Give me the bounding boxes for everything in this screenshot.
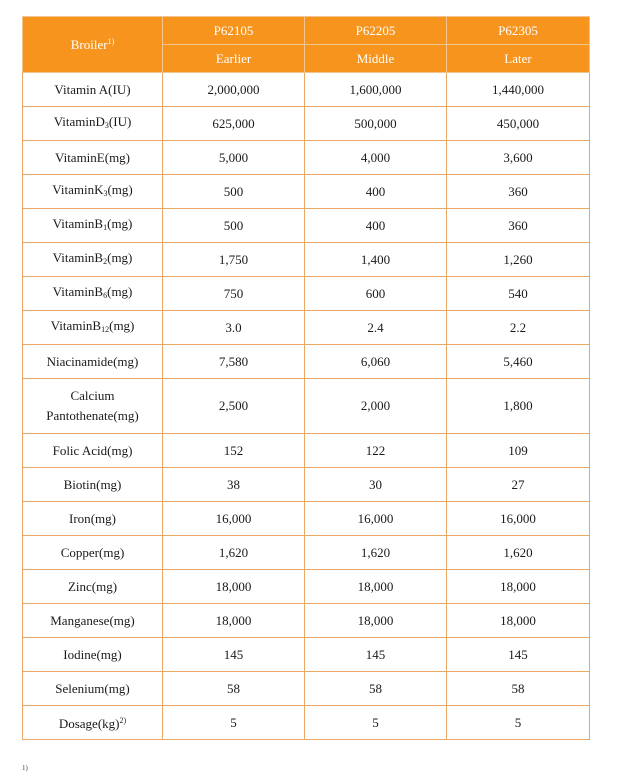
footnote-marker: 1) <box>22 764 28 772</box>
header-code-2: P62205 <box>305 17 447 45</box>
value-cell: 18,000 <box>305 604 447 638</box>
table-row <box>23 345 590 379</box>
nutrient-unit: (IU) <box>108 81 131 97</box>
value-cell: 5,000 <box>163 141 305 175</box>
row-label <box>23 468 163 502</box>
table-row <box>23 209 590 243</box>
value-cell: 3.0 <box>163 311 305 345</box>
table-row <box>23 638 590 672</box>
nutrient-subscript: 3 <box>103 188 108 198</box>
value-cell: 58 <box>163 672 305 706</box>
value-cell: 360 <box>447 209 590 243</box>
nutrient-unit: (mg) <box>91 578 118 594</box>
value-cell: 152 <box>163 434 305 468</box>
nutrient-name: VitaminB <box>50 317 102 333</box>
value-cell: 122 <box>305 434 447 468</box>
footnote-ref: 2) <box>119 716 127 725</box>
row-label <box>23 345 163 379</box>
row-label <box>23 672 163 706</box>
value-cell: 500 <box>163 175 305 209</box>
value-cell: 6,060 <box>305 345 447 379</box>
value-cell: 30 <box>305 468 447 502</box>
nutrient-name: VitaminK <box>52 181 104 197</box>
row-label <box>23 434 163 468</box>
value-cell: 18,000 <box>163 604 305 638</box>
nutrient-unit: (mg) <box>104 680 130 696</box>
value-cell: 540 <box>447 277 590 311</box>
nutrient-name: Zinc <box>67 578 92 594</box>
value-cell: 600 <box>305 277 447 311</box>
value-cell: 625,000 <box>163 107 305 141</box>
value-cell: 2.2 <box>447 311 590 345</box>
nutrient-unit: (mg) <box>96 646 122 662</box>
value-cell: 5 <box>447 706 590 740</box>
value-cell: 4,000 <box>305 141 447 175</box>
table-row <box>23 434 590 468</box>
value-cell: 450,000 <box>447 107 590 141</box>
nutrient-name: Biotin <box>63 476 97 492</box>
value-cell: 27 <box>447 468 590 502</box>
vitamin-mineral-table <box>22 16 590 740</box>
row-label <box>23 502 163 536</box>
row-label <box>23 209 163 243</box>
nutrient-name: Selenium <box>55 680 105 696</box>
row-label <box>23 379 163 434</box>
nutrient-name: Niacinamide <box>46 353 114 369</box>
value-cell: 5 <box>305 706 447 740</box>
row-label <box>23 243 163 277</box>
header-code-1: P62105 <box>163 17 305 45</box>
value-cell: 1,620 <box>447 536 590 570</box>
nutrient-unit: (mg) <box>113 353 139 369</box>
value-cell: 16,000 <box>305 502 447 536</box>
table-row <box>23 73 590 107</box>
nutrient-unit: (mg) <box>109 612 135 628</box>
value-cell: 38 <box>163 468 305 502</box>
table-row <box>23 277 590 311</box>
value-cell: 18,000 <box>163 570 305 604</box>
row-label <box>23 73 163 107</box>
nutrient-subscript: 3 <box>104 120 109 130</box>
nutrient-unit: (mg) <box>104 149 131 165</box>
table-row <box>23 468 590 502</box>
row-label <box>23 311 163 345</box>
value-cell: 1,750 <box>163 243 305 277</box>
header-stage-1: Earlier <box>163 45 305 73</box>
nutrient-name: Dosage <box>58 716 98 731</box>
value-cell: 1,260 <box>447 243 590 277</box>
nutrient-name-line2: Pantothenate(mg) <box>46 408 139 423</box>
formula-table-container <box>22 16 589 740</box>
nutrient-subscript: 12 <box>101 324 110 334</box>
nutrient-name: VitaminB <box>52 283 104 299</box>
value-cell: 145 <box>163 638 305 672</box>
value-cell: 1,620 <box>163 536 305 570</box>
nutrient-name: Iodine <box>63 646 97 662</box>
value-cell: 145 <box>447 638 590 672</box>
table-row <box>23 175 590 209</box>
corner-footnote-ref: 1) <box>107 36 115 46</box>
header-stage-2: Middle <box>305 45 447 73</box>
table-row <box>23 141 590 175</box>
value-cell: 145 <box>305 638 447 672</box>
nutrient-subscript: 2 <box>103 256 108 266</box>
value-cell: 2,500 <box>163 379 305 434</box>
value-cell: 5 <box>163 706 305 740</box>
row-label <box>23 107 163 141</box>
table-row <box>23 311 590 345</box>
nutrient-unit: (mg) <box>109 317 135 333</box>
nutrient-name: Copper <box>60 544 99 560</box>
table-header <box>23 17 590 73</box>
nutrient-unit: (mg) <box>107 181 133 197</box>
value-cell: 400 <box>305 175 447 209</box>
nutrient-name: VitaminD <box>53 113 105 129</box>
header-corner-broiler <box>23 17 163 73</box>
table-row <box>23 706 590 740</box>
value-cell: 3,600 <box>447 141 590 175</box>
value-cell: 1,440,000 <box>447 73 590 107</box>
nutrient-unit: (mg) <box>96 476 122 492</box>
row-label <box>23 536 163 570</box>
nutrient-subscript: 1 <box>103 222 108 232</box>
value-cell: 360 <box>447 175 590 209</box>
table-row <box>23 379 590 434</box>
value-cell: 7,580 <box>163 345 305 379</box>
value-cell: 109 <box>447 434 590 468</box>
header-stage-3: Later <box>447 45 590 73</box>
value-cell: 18,000 <box>447 570 590 604</box>
row-label <box>23 638 163 672</box>
nutrient-name: Calcium <box>70 388 115 403</box>
table-row <box>23 502 590 536</box>
row-label <box>23 570 163 604</box>
value-cell: 2.4 <box>305 311 447 345</box>
nutrient-name: Manganese <box>50 612 110 628</box>
corner-label: Broiler <box>70 36 108 52</box>
value-cell: 1,600,000 <box>305 73 447 107</box>
nutrient-unit: (mg) <box>99 544 125 560</box>
nutrient-subscript: 6 <box>103 290 108 300</box>
value-cell: 18,000 <box>305 570 447 604</box>
nutrient-name: Vitamin A <box>54 81 109 97</box>
nutrient-name: VitaminB <box>52 249 104 265</box>
nutrient-name: VitaminB <box>52 215 104 231</box>
table-row <box>23 570 590 604</box>
row-label <box>23 141 163 175</box>
table-row <box>23 536 590 570</box>
nutrient-unit: (mg) <box>107 283 133 299</box>
nutrient-unit: (mg) <box>107 215 133 231</box>
nutrient-name: Iron <box>69 510 91 526</box>
table-row <box>23 672 590 706</box>
row-label <box>23 277 163 311</box>
value-cell: 5,460 <box>447 345 590 379</box>
value-cell: 18,000 <box>447 604 590 638</box>
value-cell: 16,000 <box>163 502 305 536</box>
nutrient-unit: (mg) <box>107 249 133 265</box>
value-cell: 400 <box>305 209 447 243</box>
row-label <box>23 604 163 638</box>
table-row <box>23 604 590 638</box>
nutrient-unit: (IU) <box>108 113 132 129</box>
value-cell: 1,400 <box>305 243 447 277</box>
value-cell: 500,000 <box>305 107 447 141</box>
row-label <box>23 706 163 740</box>
value-cell: 2,000,000 <box>163 73 305 107</box>
nutrient-name: Folic Acid <box>52 442 108 458</box>
value-cell: 500 <box>163 209 305 243</box>
table-body <box>23 73 590 740</box>
header-code-3: P62305 <box>447 17 590 45</box>
value-cell: 16,000 <box>447 502 590 536</box>
value-cell: 58 <box>305 672 447 706</box>
value-cell: 58 <box>447 672 590 706</box>
nutrient-unit: (mg) <box>90 510 116 526</box>
nutrient-name: VitaminE <box>54 149 105 165</box>
nutrient-unit: (mg) <box>107 442 133 458</box>
row-label <box>23 175 163 209</box>
value-cell: 2,000 <box>305 379 447 434</box>
table-row <box>23 107 590 141</box>
value-cell: 1,620 <box>305 536 447 570</box>
nutrient-unit: (kg) <box>97 716 120 731</box>
value-cell: 1,800 <box>447 379 590 434</box>
value-cell: 750 <box>163 277 305 311</box>
table-row <box>23 243 590 277</box>
